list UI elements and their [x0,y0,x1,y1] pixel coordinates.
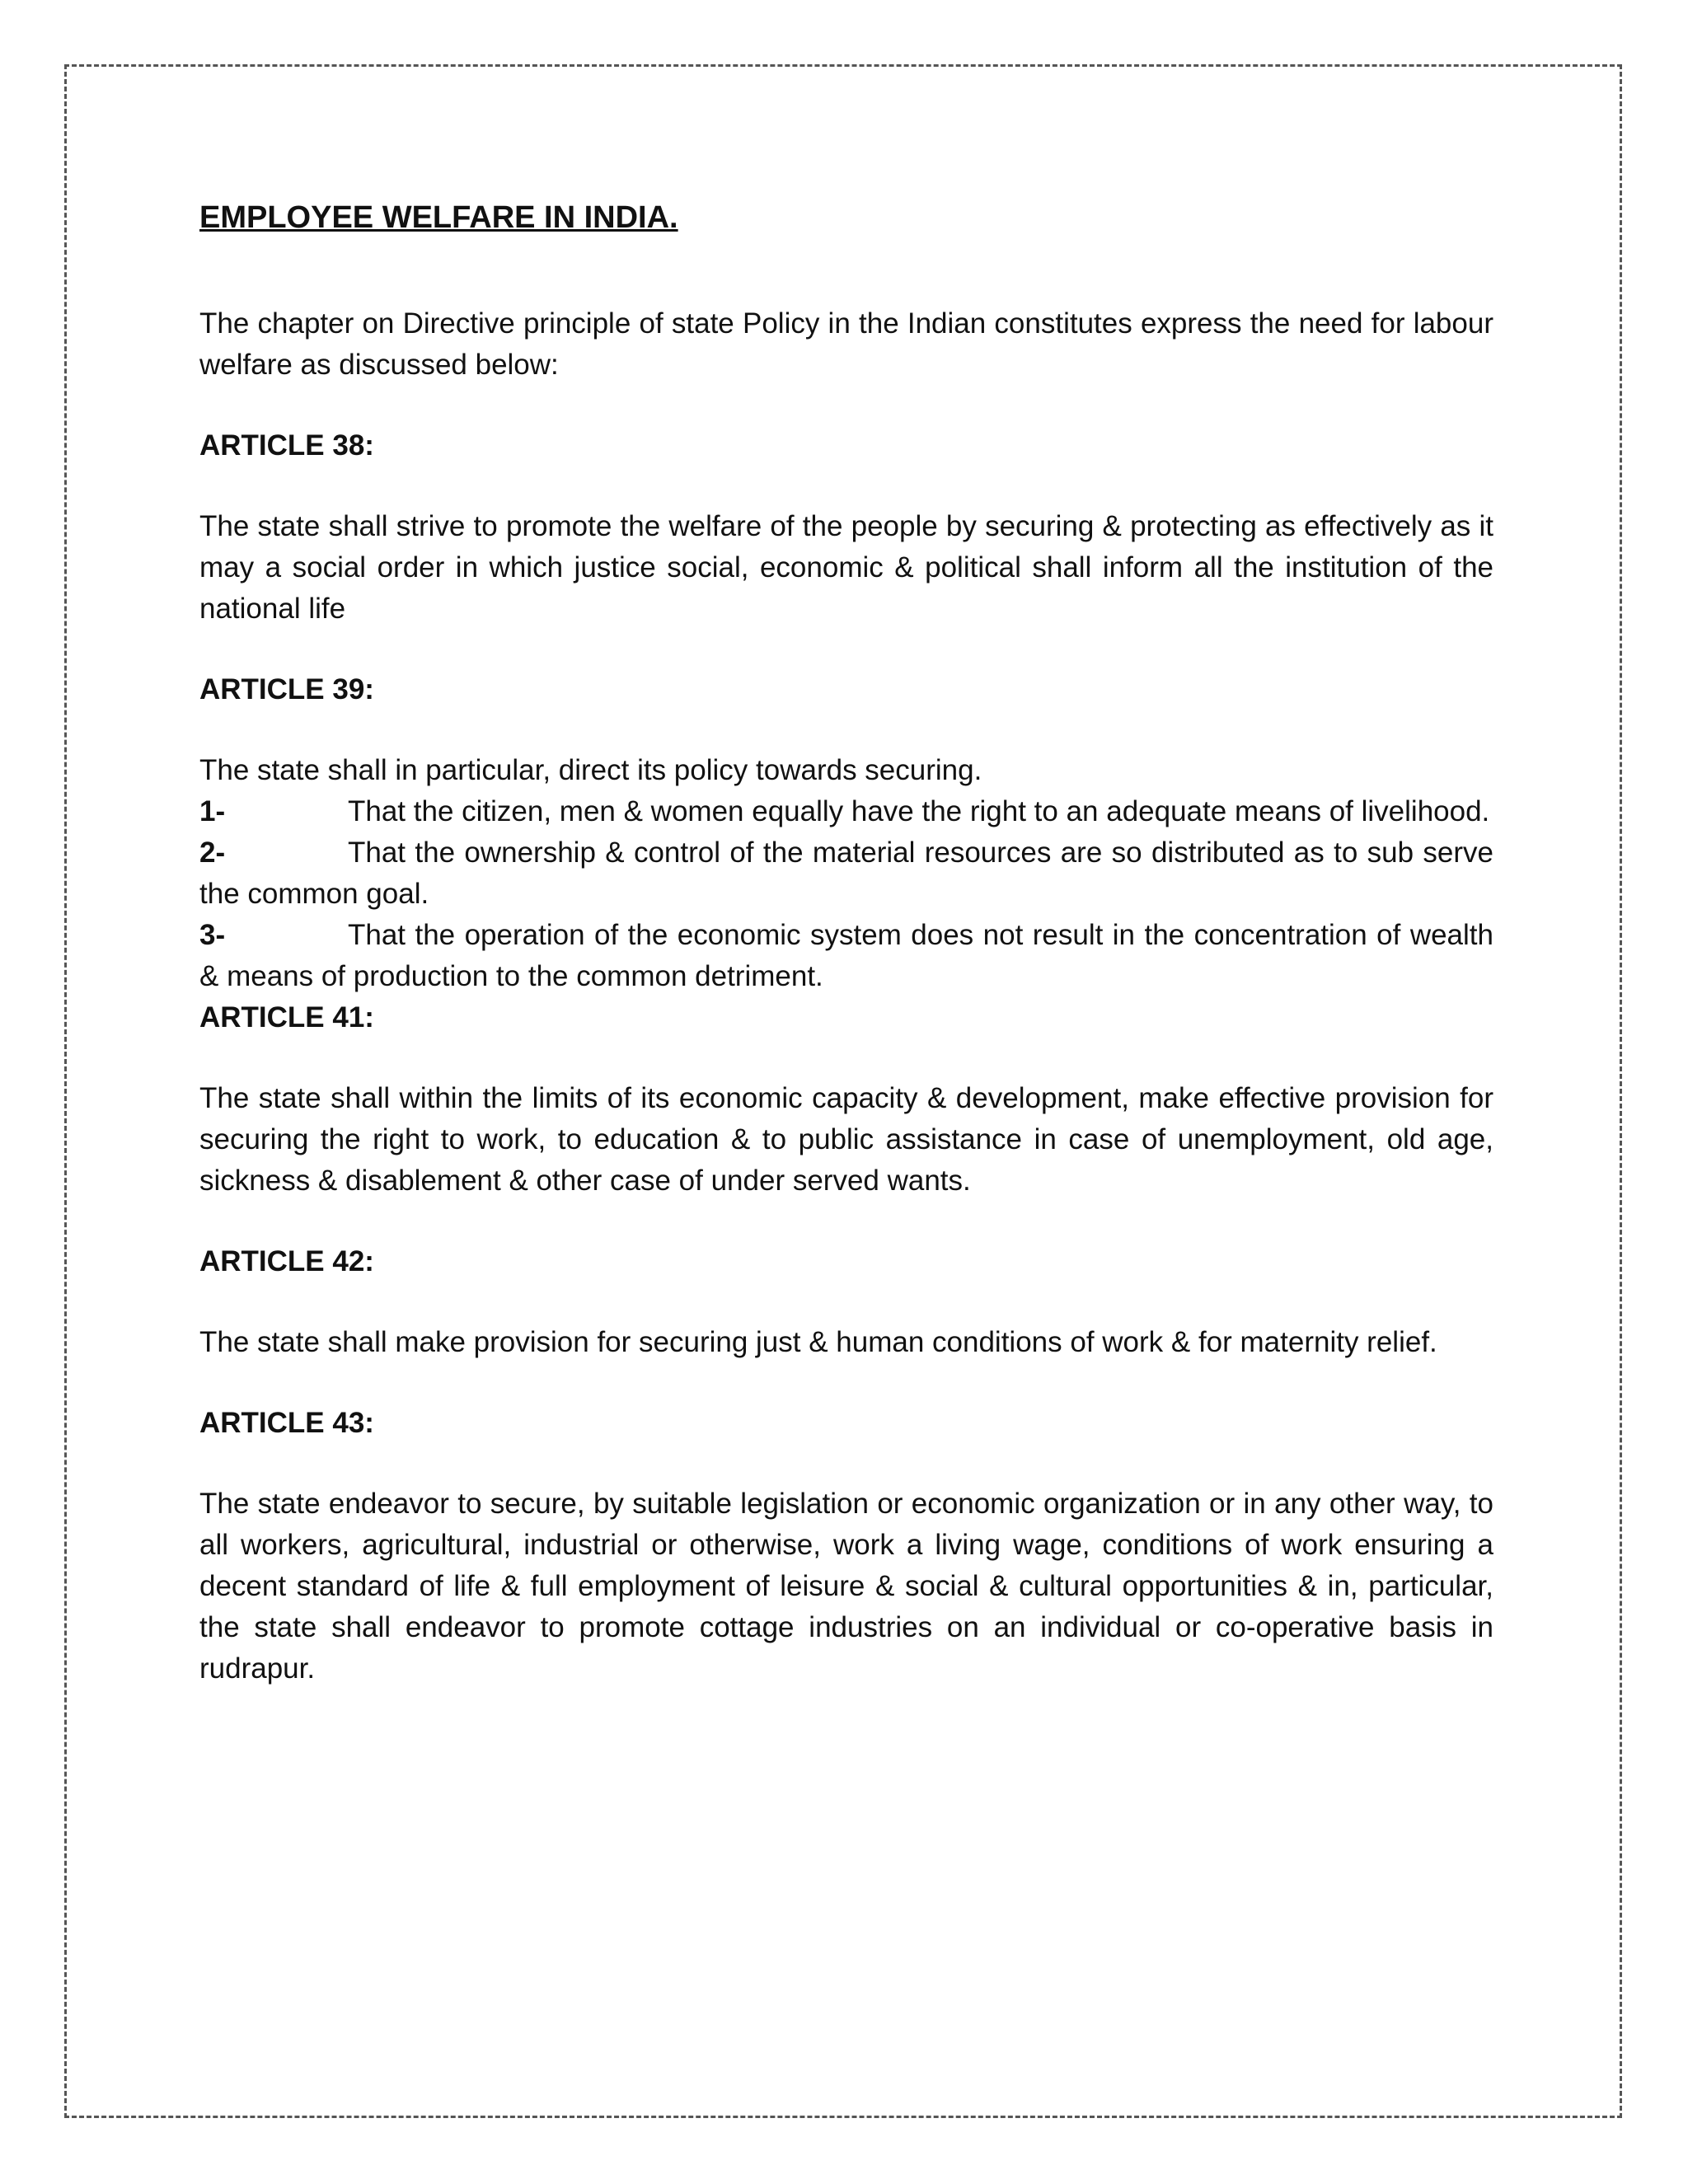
article-39-text: The state shall in particular, direct its policy towards securing. [199,754,982,786]
list-item-number: 3- [199,919,226,951]
article-39-item-3 [199,915,1493,997]
document-body [199,194,1493,1690]
article-38-text: The state shall strive to promote the welfare of the people by securing & protecting as effectively as it may a social order in which justice social, economic & political shall inform all the institution of the national life [199,510,1493,625]
article-41-heading: ARTICLE 41: [199,1001,374,1033]
article-43-heading: ARTICLE 43: [199,1407,374,1439]
document-title: EMPLOYEE WELFARE IN INDIA. [199,200,678,235]
list-item-text: That the operation of the economic system does not result in the concentration of wealth & means of production to the common detriment. [199,919,1493,992]
article-39-item-2 [199,832,1493,915]
article-43-text: The state endeavor to secure, by suitable legislation or economic organization or in any other way, to all workers, agricultural, industrial or otherwise, work a living wage, conditions of work ensuring a decent standard of life & full employment of leisure & social & cultural opportunities & in, particular, the state shall endeavor to promote cottage industries on an individual or co-operative basis in rudrapur. [199,1488,1493,1685]
article-42-text: The state shall make provision for securing just & human conditions of work & for maternity relief. [199,1326,1437,1358]
article-39-heading: ARTICLE 39: [199,673,374,705]
article-41-text: The state shall within the limits of its economic capacity & development, make effective provision for securing the right to work, to education & to public assistance in case of unemployment, old age, sickness & disablement & other case of under served wants. [199,1082,1493,1197]
list-item-number: 2- [199,837,226,869]
list-item-number: 1- [199,795,226,827]
article-38-heading: ARTICLE 38: [199,429,374,462]
list-item-text: That the ownership & control of the material resources are so distributed as to sub serve the common goal. [199,837,1493,910]
intro-paragraph: The chapter on Directive principle of state Policy in the Indian constitutes express the need for labour welfare as discussed below: [199,307,1493,381]
article-42-heading: ARTICLE 42: [199,1245,374,1277]
list-item-text: That the citizen, men & women equally have the right to an adequate means of livelihood. [348,795,1490,827]
article-39-item-1 [199,791,1493,832]
